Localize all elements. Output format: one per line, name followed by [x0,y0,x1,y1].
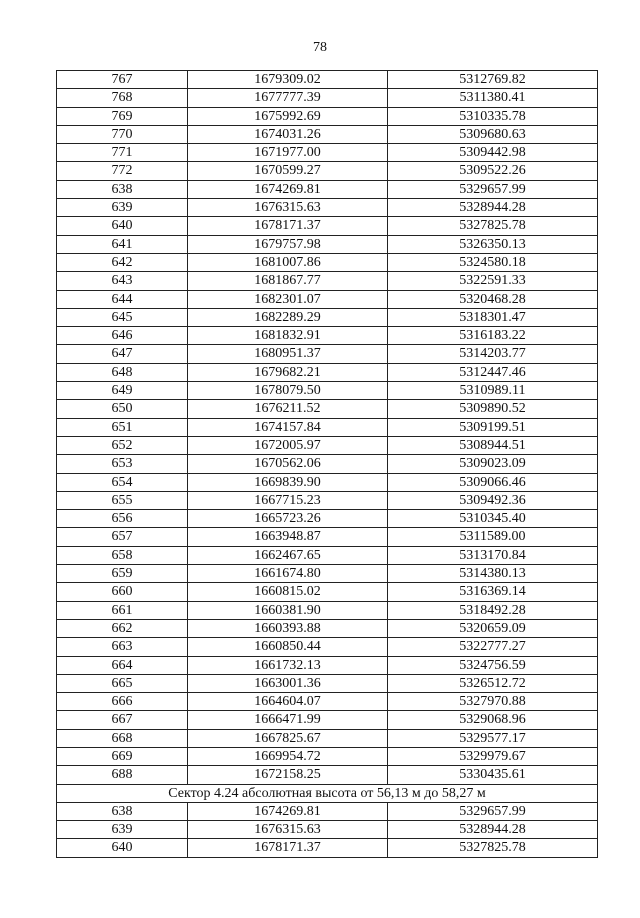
table-row [57,235,598,253]
point-number-cell: 664 [57,656,188,674]
point-number-cell: 658 [57,546,188,564]
point-number-cell: 652 [57,436,188,454]
x-coordinate-cell: 1670562.06 [188,455,388,473]
table-row [57,473,598,491]
x-coordinate-cell: 1676315.63 [188,199,388,217]
point-number-cell: 642 [57,253,188,271]
point-number-cell: 663 [57,638,188,656]
coordinates-table-body [57,71,598,858]
x-coordinate-cell: 1679682.21 [188,363,388,381]
x-coordinate-cell: 1678079.50 [188,382,388,400]
table-row [57,308,598,326]
point-number-cell: 638 [57,180,188,198]
table-row [57,272,598,290]
y-coordinate-cell: 5311380.41 [388,89,598,107]
table-row [57,674,598,692]
y-coordinate-cell: 5329068.96 [388,711,598,729]
x-coordinate-cell: 1667715.23 [188,491,388,509]
x-coordinate-cell: 1670599.27 [188,162,388,180]
y-coordinate-cell: 5309492.36 [388,491,598,509]
y-coordinate-cell: 5327825.78 [388,217,598,235]
x-coordinate-cell: 1663001.36 [188,674,388,692]
table-row [57,528,598,546]
x-coordinate-cell: 1669954.72 [188,747,388,765]
table-row [57,821,598,839]
table-row [57,766,598,784]
point-number-cell: 657 [57,528,188,546]
y-coordinate-cell: 5313170.84 [388,546,598,564]
x-coordinate-cell: 1672158.25 [188,766,388,784]
y-coordinate-cell: 5309066.46 [388,473,598,491]
y-coordinate-cell: 5326350.13 [388,235,598,253]
table-row [57,601,598,619]
table-row [57,729,598,747]
y-coordinate-cell: 5318301.47 [388,308,598,326]
point-number-cell: 653 [57,455,188,473]
table-row [57,839,598,857]
point-number-cell: 640 [57,839,188,857]
y-coordinate-cell: 5329657.99 [388,802,598,820]
table-row [57,180,598,198]
y-coordinate-cell: 5312769.82 [388,71,598,89]
point-number-cell: 772 [57,162,188,180]
x-coordinate-cell: 1681007.86 [188,253,388,271]
point-number-cell: 639 [57,821,188,839]
y-coordinate-cell: 5309522.26 [388,162,598,180]
point-number-cell: 770 [57,125,188,143]
point-number-cell: 666 [57,693,188,711]
x-coordinate-cell: 1667825.67 [188,729,388,747]
table-row [57,583,598,601]
table-row [57,382,598,400]
x-coordinate-cell: 1676315.63 [188,821,388,839]
y-coordinate-cell: 5310345.40 [388,510,598,528]
table-row [57,400,598,418]
y-coordinate-cell: 5324756.59 [388,656,598,674]
point-number-cell: 649 [57,382,188,400]
x-coordinate-cell: 1677777.39 [188,89,388,107]
point-number-cell: 646 [57,327,188,345]
y-coordinate-cell: 5309023.09 [388,455,598,473]
point-number-cell: 643 [57,272,188,290]
x-coordinate-cell: 1680951.37 [188,345,388,363]
x-coordinate-cell: 1678171.37 [188,217,388,235]
table-row [57,711,598,729]
point-number-cell: 688 [57,766,188,784]
point-number-cell: 659 [57,565,188,583]
point-number-cell: 650 [57,400,188,418]
table-row [57,144,598,162]
point-number-cell: 660 [57,583,188,601]
table-row [57,693,598,711]
y-coordinate-cell: 5312447.46 [388,363,598,381]
x-coordinate-cell: 1681832.91 [188,327,388,345]
table-row [57,253,598,271]
x-coordinate-cell: 1662467.65 [188,546,388,564]
point-number-cell: 667 [57,711,188,729]
point-number-cell: 651 [57,418,188,436]
table-row [57,619,598,637]
y-coordinate-cell: 5320468.28 [388,290,598,308]
point-number-cell: 641 [57,235,188,253]
x-coordinate-cell: 1674269.81 [188,180,388,198]
point-number-cell: 771 [57,144,188,162]
table-row [57,418,598,436]
y-coordinate-cell: 5328944.28 [388,199,598,217]
table-row [57,162,598,180]
x-coordinate-cell: 1679309.02 [188,71,388,89]
y-coordinate-cell: 5309199.51 [388,418,598,436]
y-coordinate-cell: 5318492.28 [388,601,598,619]
y-coordinate-cell: 5329979.67 [388,747,598,765]
point-number-cell: 669 [57,747,188,765]
table-row [57,125,598,143]
x-coordinate-cell: 1678171.37 [188,839,388,857]
table-row [57,638,598,656]
y-coordinate-cell: 5327825.78 [388,839,598,857]
table-row [57,747,598,765]
x-coordinate-cell: 1672005.97 [188,436,388,454]
table-row [57,436,598,454]
y-coordinate-cell: 5328944.28 [388,821,598,839]
point-number-cell: 662 [57,619,188,637]
x-coordinate-cell: 1681867.77 [188,272,388,290]
x-coordinate-cell: 1671977.00 [188,144,388,162]
y-coordinate-cell: 5308944.51 [388,436,598,454]
y-coordinate-cell: 5309680.63 [388,125,598,143]
x-coordinate-cell: 1660815.02 [188,583,388,601]
point-number-cell: 768 [57,89,188,107]
y-coordinate-cell: 5314203.77 [388,345,598,363]
y-coordinate-cell: 5329577.17 [388,729,598,747]
x-coordinate-cell: 1666471.99 [188,711,388,729]
x-coordinate-cell: 1674031.26 [188,125,388,143]
y-coordinate-cell: 5330435.61 [388,766,598,784]
x-coordinate-cell: 1682289.29 [188,308,388,326]
y-coordinate-cell: 5326512.72 [388,674,598,692]
y-coordinate-cell: 5314380.13 [388,565,598,583]
point-number-cell: 645 [57,308,188,326]
table-row [57,217,598,235]
table-row [57,290,598,308]
y-coordinate-cell: 5320659.09 [388,619,598,637]
y-coordinate-cell: 5324580.18 [388,253,598,271]
section-heading-row [57,784,598,802]
page-number: 78 [313,40,327,55]
x-coordinate-cell: 1663948.87 [188,528,388,546]
point-number-cell: 640 [57,217,188,235]
table-row [57,802,598,820]
y-coordinate-cell: 5322591.33 [388,272,598,290]
coordinates-table [56,70,598,858]
x-coordinate-cell: 1682301.07 [188,290,388,308]
y-coordinate-cell: 5309442.98 [388,144,598,162]
table-row [57,656,598,674]
point-number-cell: 665 [57,674,188,692]
y-coordinate-cell: 5329657.99 [388,180,598,198]
table-row [57,107,598,125]
point-number-cell: 644 [57,290,188,308]
point-number-cell: 654 [57,473,188,491]
x-coordinate-cell: 1660850.44 [188,638,388,656]
point-number-cell: 661 [57,601,188,619]
y-coordinate-cell: 5316369.14 [388,583,598,601]
point-number-cell: 656 [57,510,188,528]
x-coordinate-cell: 1661732.13 [188,656,388,674]
point-number-cell: 655 [57,491,188,509]
table-row [57,363,598,381]
table-row [57,455,598,473]
point-number-cell: 769 [57,107,188,125]
x-coordinate-cell: 1665723.26 [188,510,388,528]
y-coordinate-cell: 5322777.27 [388,638,598,656]
x-coordinate-cell: 1660381.90 [188,601,388,619]
table-row [57,546,598,564]
y-coordinate-cell: 5311589.00 [388,528,598,546]
table-row [57,565,598,583]
point-number-cell: 647 [57,345,188,363]
x-coordinate-cell: 1669839.90 [188,473,388,491]
table-row [57,327,598,345]
x-coordinate-cell: 1676211.52 [188,400,388,418]
x-coordinate-cell: 1674269.81 [188,802,388,820]
x-coordinate-cell: 1679757.98 [188,235,388,253]
y-coordinate-cell: 5310989.11 [388,382,598,400]
point-number-cell: 648 [57,363,188,381]
table-row [57,510,598,528]
table-row [57,71,598,89]
point-number-cell: 767 [57,71,188,89]
x-coordinate-cell: 1660393.88 [188,619,388,637]
y-coordinate-cell: 5310335.78 [388,107,598,125]
table-row [57,345,598,363]
point-number-cell: 639 [57,199,188,217]
point-number-cell: 668 [57,729,188,747]
table-row [57,199,598,217]
x-coordinate-cell: 1661674.80 [188,565,388,583]
table-row [57,89,598,107]
y-coordinate-cell: 5316183.22 [388,327,598,345]
x-coordinate-cell: 1675992.69 [188,107,388,125]
y-coordinate-cell: 5327970.88 [388,693,598,711]
point-number-cell: 638 [57,802,188,820]
section-heading: Сектор 4.24 абсолютная высота от 56,13 м до 58,27 м [57,784,598,802]
x-coordinate-cell: 1674157.84 [188,418,388,436]
x-coordinate-cell: 1664604.07 [188,693,388,711]
y-coordinate-cell: 5309890.52 [388,400,598,418]
table-row [57,491,598,509]
